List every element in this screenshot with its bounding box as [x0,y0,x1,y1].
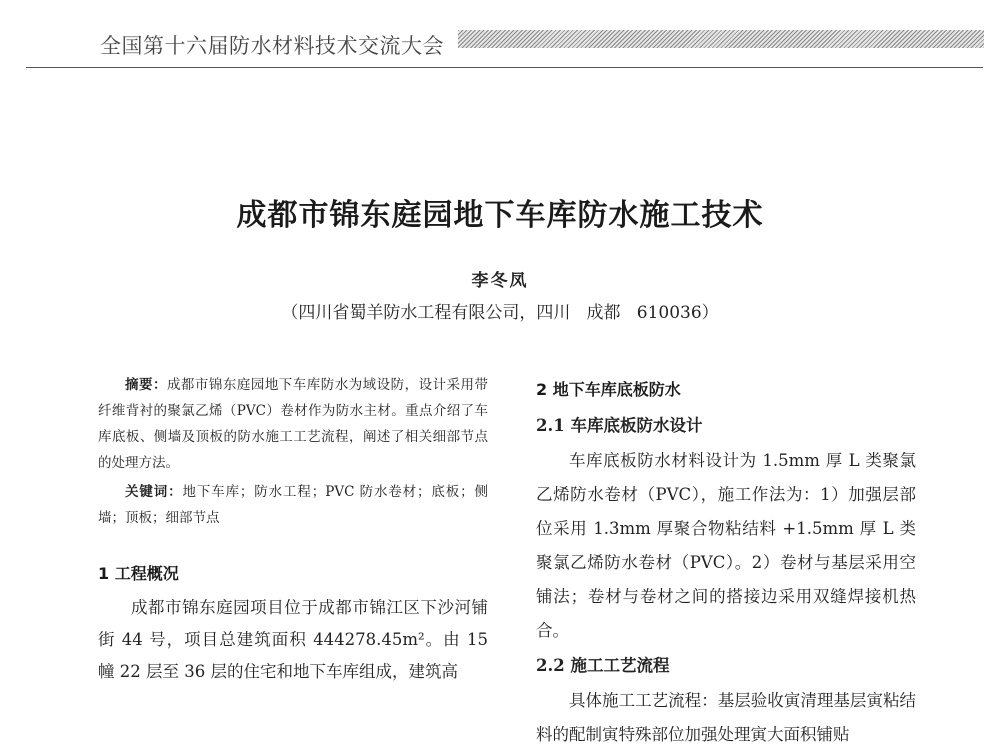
author-affiliation: （四川省蜀羊防水工程有限公司，四川 成都 610036） [281,303,719,323]
author-name: 李冬凤 [471,271,529,291]
right-column [536,372,916,752]
section-2-heading: 2 地下车库底板防水 [536,380,681,399]
subsection-2-1-heading: 2.1 车库底板防水设计 [536,416,703,435]
abstract-label: 摘要： [125,377,167,393]
keywords-text: 地下车库；防水工程；PVC 防水卷材；底板；侧墙；顶板；细部节点 [98,484,489,526]
header-hatch-bar [458,30,984,48]
running-head: 全国第十六届防水材料技术交流大会 [100,34,444,58]
keywords-label: 关键词： [125,484,183,500]
keywords [98,479,488,531]
section-1-heading: 1 工程概况 [98,564,179,583]
left-column [98,372,488,688]
subsection-2-1-body: 车库底板防水材料设计为 1.5mm 厚 L 类聚氯乙烯防水卷材（PVC），施工作法为：1）加强层部位采用 1.3mm 厚聚合物粘结料 +1.5mm 厚 L 类聚氯乙烯防水卷材（PVC）。2）卷材与基层采用空铺法；卷材与卷材之间的搭接边采用双缝焊接机热合。 [536,451,916,640]
abstract [98,372,488,476]
subsection-2-2-body: 具体施工工艺流程：基层验收寅清理基层寅粘结料的配制寅特殊部位加强处理寅大面积铺贴 [536,691,916,744]
header-rule [26,67,983,68]
paper-title: 成都市锦东庭园地下车库防水施工技术 [236,198,764,233]
abstract-text: 成都市锦东庭园地下车库防水为域设防，设计采用带纤维背衬的聚氯乙烯（PVC）卷材作为防水主材。重点介绍了车库底板、侧墙及顶板的防水施工工艺流程，阐述了相关细部节点的处理方法。 [98,377,489,471]
subsection-2-2-heading: 2.2 施工工艺流程 [536,656,670,675]
section-1-body: 成都市锦东庭园项目位于成都市锦江区下沙河铺街 44 号，项目总建筑面积 444278.45m²。由 15 幢 22 层至 36 层的住宅和地下车库组成，建筑高 [98,598,488,681]
